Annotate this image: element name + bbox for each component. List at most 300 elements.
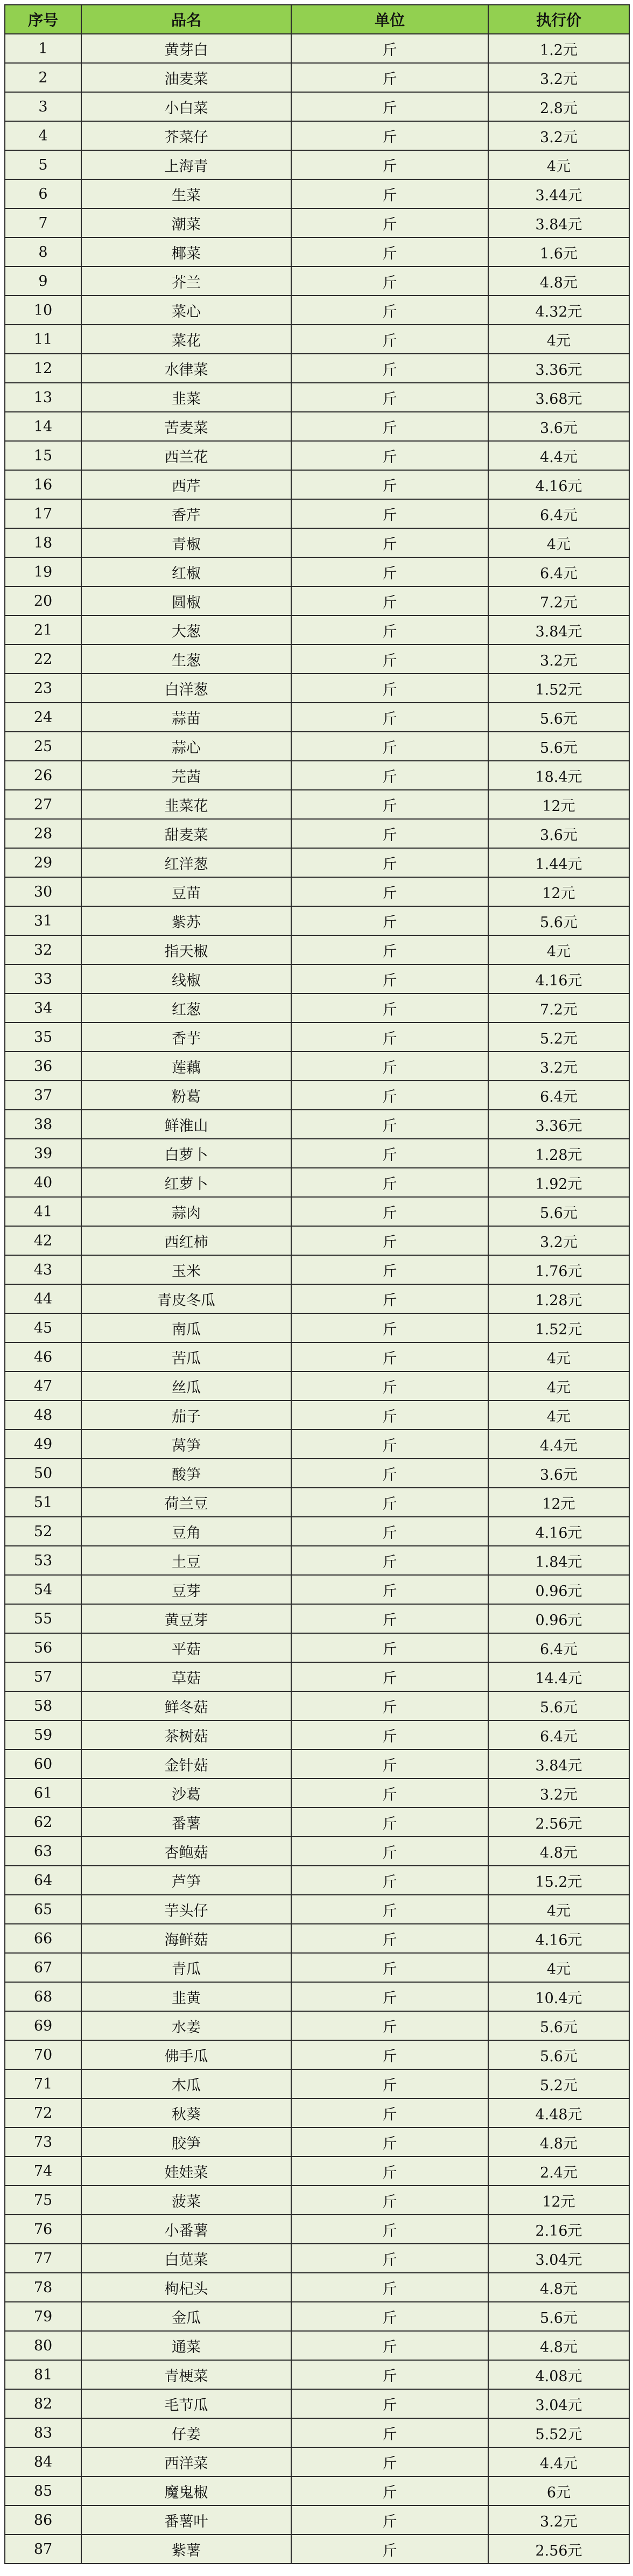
table-row <box>5 1110 629 1139</box>
cell-product-name: 青皮冬瓜 <box>81 1284 291 1313</box>
cell-unit: 斤 <box>291 1837 488 1866</box>
cell-unit: 斤 <box>291 470 488 499</box>
cell-index: 5 <box>5 150 81 179</box>
cell-product-name: 玉米 <box>81 1255 291 1284</box>
table-row <box>5 1255 629 1284</box>
cell-unit: 斤 <box>291 1808 488 1837</box>
cell-unit: 斤 <box>291 819 488 848</box>
cell-index: 61 <box>5 1779 81 1808</box>
cell-index: 86 <box>5 2505 81 2535</box>
cell-price: 0.96元 <box>488 1604 629 1633</box>
cell-index: 57 <box>5 1662 81 1691</box>
cell-index: 73 <box>5 2127 81 2157</box>
table-row <box>5 1604 629 1633</box>
cell-product-name: 油麦菜 <box>81 63 291 92</box>
cell-product-name: 枸杞头 <box>81 2273 291 2302</box>
cell-price: 3.6元 <box>488 819 629 848</box>
cell-unit: 斤 <box>291 267 488 296</box>
cell-index: 62 <box>5 1808 81 1837</box>
table-row <box>5 1575 629 1604</box>
table-row <box>5 2447 629 2476</box>
cell-unit: 斤 <box>291 1517 488 1546</box>
cell-index: 75 <box>5 2186 81 2215</box>
cell-product-name: 黄豆芽 <box>81 1604 291 1633</box>
cell-price: 4.32元 <box>488 296 629 325</box>
cell-unit: 斤 <box>291 412 488 441</box>
cell-product-name: 莲藕 <box>81 1052 291 1081</box>
cell-index: 32 <box>5 935 81 964</box>
cell-product-name: 甜麦菜 <box>81 819 291 848</box>
cell-product-name: 杏鲍菇 <box>81 1837 291 1866</box>
cell-index: 7 <box>5 208 81 237</box>
table-row <box>5 63 629 92</box>
table-row <box>5 1052 629 1081</box>
cell-unit: 斤 <box>291 1924 488 1953</box>
cell-unit: 斤 <box>291 2389 488 2418</box>
table-row <box>5 1371 629 1401</box>
cell-price: 4元 <box>488 528 629 557</box>
cell-product-name: 椰菜 <box>81 237 291 267</box>
cell-index: 83 <box>5 2418 81 2447</box>
cell-index: 34 <box>5 993 81 1023</box>
cell-index: 33 <box>5 964 81 993</box>
cell-product-name: 西红柿 <box>81 1226 291 1255</box>
cell-price: 4.16元 <box>488 964 629 993</box>
cell-unit: 斤 <box>291 1168 488 1197</box>
cell-index: 74 <box>5 2157 81 2186</box>
table-row <box>5 1488 629 1517</box>
cell-unit: 斤 <box>291 1401 488 1430</box>
cell-index: 69 <box>5 2011 81 2040</box>
cell-product-name: 仔姜 <box>81 2418 291 2447</box>
cell-unit: 斤 <box>291 761 488 790</box>
table-row <box>5 1546 629 1575</box>
cell-unit: 斤 <box>291 2302 488 2331</box>
table-row <box>5 296 629 325</box>
cell-index: 85 <box>5 2476 81 2505</box>
cell-product-name: 鲜冬菇 <box>81 1691 291 1720</box>
cell-product-name: 白苋菜 <box>81 2244 291 2273</box>
cell-unit: 斤 <box>291 2244 488 2273</box>
table-row <box>5 2302 629 2331</box>
cell-index: 25 <box>5 732 81 761</box>
cell-unit: 斤 <box>291 383 488 412</box>
table-row <box>5 1430 629 1459</box>
cell-index: 87 <box>5 2535 81 2564</box>
table-row <box>5 1866 629 1895</box>
cell-product-name: 蒜肉 <box>81 1197 291 1226</box>
cell-unit: 斤 <box>291 1284 488 1313</box>
cell-index: 20 <box>5 586 81 615</box>
cell-product-name: 小番薯 <box>81 2215 291 2244</box>
table-row <box>5 848 629 877</box>
cell-price: 6.4元 <box>488 1720 629 1749</box>
table-row <box>5 325 629 354</box>
cell-index: 13 <box>5 383 81 412</box>
table-row <box>5 2389 629 2418</box>
table-row <box>5 1837 629 1866</box>
cell-product-name: 青瓜 <box>81 1953 291 1982</box>
cell-unit: 斤 <box>291 732 488 761</box>
cell-unit: 斤 <box>291 2186 488 2215</box>
cell-unit: 斤 <box>291 2360 488 2389</box>
cell-product-name: 西芹 <box>81 470 291 499</box>
header-price: 执行价 <box>488 5 629 34</box>
cell-price: 1.44元 <box>488 848 629 877</box>
cell-product-name: 大葱 <box>81 615 291 645</box>
table-row <box>5 121 629 150</box>
cell-price: 7.2元 <box>488 993 629 1023</box>
table-row <box>5 1779 629 1808</box>
cell-index: 50 <box>5 1459 81 1488</box>
cell-index: 41 <box>5 1197 81 1226</box>
table-row <box>5 150 629 179</box>
table-row <box>5 2273 629 2302</box>
cell-unit: 斤 <box>291 2098 488 2127</box>
cell-product-name: 芫茜 <box>81 761 291 790</box>
table-row <box>5 790 629 819</box>
cell-index: 47 <box>5 1371 81 1401</box>
cell-product-name: 土豆 <box>81 1546 291 1575</box>
price-table <box>4 4 630 2564</box>
table-row <box>5 2331 629 2360</box>
table-row <box>5 1982 629 2011</box>
cell-price: 1.92元 <box>488 1168 629 1197</box>
cell-product-name: 白洋葱 <box>81 674 291 703</box>
cell-index: 8 <box>5 237 81 267</box>
cell-price: 4.4元 <box>488 2447 629 2476</box>
cell-product-name: 芥兰 <box>81 267 291 296</box>
cell-unit: 斤 <box>291 1459 488 1488</box>
cell-unit: 斤 <box>291 645 488 674</box>
cell-unit: 斤 <box>291 1052 488 1081</box>
cell-price: 18.4元 <box>488 761 629 790</box>
cell-unit: 斤 <box>291 557 488 586</box>
header-product-name: 品名 <box>81 5 291 34</box>
cell-price: 5.6元 <box>488 703 629 732</box>
cell-index: 81 <box>5 2360 81 2389</box>
cell-product-name: 丝瓜 <box>81 1371 291 1401</box>
cell-price: 3.84元 <box>488 1749 629 1779</box>
table-row <box>5 92 629 121</box>
table-row <box>5 935 629 964</box>
cell-price: 1.76元 <box>488 1255 629 1284</box>
cell-product-name: 菠菜 <box>81 2186 291 2215</box>
cell-unit: 斤 <box>291 1139 488 1168</box>
cell-index: 59 <box>5 1720 81 1749</box>
table-row <box>5 645 629 674</box>
cell-index: 6 <box>5 179 81 208</box>
table-row <box>5 34 629 63</box>
cell-unit: 斤 <box>291 2331 488 2360</box>
cell-product-name: 茶树菇 <box>81 1720 291 1749</box>
cell-index: 48 <box>5 1401 81 1430</box>
cell-price: 4.16元 <box>488 1517 629 1546</box>
cell-index: 1 <box>5 34 81 63</box>
cell-product-name: 粉葛 <box>81 1081 291 1110</box>
table-row <box>5 1459 629 1488</box>
table-row <box>5 2476 629 2505</box>
table-row <box>5 1197 629 1226</box>
cell-index: 49 <box>5 1430 81 1459</box>
cell-product-name: 青梗菜 <box>81 2360 291 2389</box>
cell-index: 39 <box>5 1139 81 1168</box>
cell-product-name: 南瓜 <box>81 1313 291 1342</box>
cell-unit: 斤 <box>291 2476 488 2505</box>
cell-product-name: 毛节瓜 <box>81 2389 291 2418</box>
cell-unit: 斤 <box>291 1226 488 1255</box>
cell-index: 27 <box>5 790 81 819</box>
cell-product-name: 红萝卜 <box>81 1168 291 1197</box>
cell-product-name: 黄芽白 <box>81 34 291 63</box>
cell-price: 4元 <box>488 325 629 354</box>
cell-price: 5.6元 <box>488 2040 629 2069</box>
table-row <box>5 732 629 761</box>
table-row <box>5 557 629 586</box>
cell-index: 80 <box>5 2331 81 2360</box>
cell-unit: 斤 <box>291 615 488 645</box>
cell-price: 4元 <box>488 1401 629 1430</box>
cell-product-name: 木瓜 <box>81 2069 291 2098</box>
cell-product-name: 番薯 <box>81 1808 291 1837</box>
cell-price: 3.6元 <box>488 1459 629 1488</box>
table-row <box>5 528 629 557</box>
cell-unit: 斤 <box>291 92 488 121</box>
cell-price: 1.28元 <box>488 1139 629 1168</box>
cell-index: 43 <box>5 1255 81 1284</box>
cell-price: 4.4元 <box>488 1430 629 1459</box>
cell-index: 15 <box>5 441 81 470</box>
cell-price: 5.52元 <box>488 2418 629 2447</box>
cell-index: 68 <box>5 1982 81 2011</box>
table-row <box>5 964 629 993</box>
table-row <box>5 412 629 441</box>
cell-product-name: 青椒 <box>81 528 291 557</box>
table-row <box>5 586 629 615</box>
cell-price: 4.16元 <box>488 470 629 499</box>
cell-price: 4元 <box>488 1342 629 1371</box>
cell-product-name: 香芋 <box>81 1023 291 1052</box>
cell-price: 3.2元 <box>488 1052 629 1081</box>
cell-price: 12元 <box>488 790 629 819</box>
cell-index: 67 <box>5 1953 81 1982</box>
cell-unit: 斤 <box>291 34 488 63</box>
cell-product-name: 苦瓜 <box>81 1342 291 1371</box>
cell-index: 46 <box>5 1342 81 1371</box>
cell-unit: 斤 <box>291 441 488 470</box>
cell-unit: 斤 <box>291 1023 488 1052</box>
cell-price: 4元 <box>488 150 629 179</box>
cell-price: 1.84元 <box>488 1546 629 1575</box>
table-row <box>5 2040 629 2069</box>
cell-product-name: 酸笋 <box>81 1459 291 1488</box>
cell-index: 4 <box>5 121 81 150</box>
cell-price: 4.8元 <box>488 2273 629 2302</box>
table-row <box>5 1953 629 1982</box>
cell-index: 14 <box>5 412 81 441</box>
cell-index: 77 <box>5 2244 81 2273</box>
table-row <box>5 703 629 732</box>
cell-index: 42 <box>5 1226 81 1255</box>
cell-index: 64 <box>5 1866 81 1895</box>
cell-unit: 斤 <box>291 208 488 237</box>
cell-price: 1.2元 <box>488 34 629 63</box>
cell-unit: 斤 <box>291 964 488 993</box>
cell-index: 2 <box>5 63 81 92</box>
cell-index: 28 <box>5 819 81 848</box>
cell-product-name: 沙葛 <box>81 1779 291 1808</box>
cell-price: 4.4元 <box>488 441 629 470</box>
cell-unit: 斤 <box>291 296 488 325</box>
cell-product-name: 平菇 <box>81 1633 291 1662</box>
cell-price: 3.2元 <box>488 2505 629 2535</box>
cell-price: 5.6元 <box>488 732 629 761</box>
cell-price: 3.84元 <box>488 208 629 237</box>
cell-unit: 斤 <box>291 1953 488 1982</box>
cell-product-name: 草菇 <box>81 1662 291 1691</box>
cell-product-name: 魔鬼椒 <box>81 2476 291 2505</box>
cell-unit: 斤 <box>291 150 488 179</box>
cell-index: 26 <box>5 761 81 790</box>
cell-index: 79 <box>5 2302 81 2331</box>
cell-product-name: 荷兰豆 <box>81 1488 291 1517</box>
cell-price: 12元 <box>488 2186 629 2215</box>
cell-unit: 斤 <box>291 2011 488 2040</box>
table-row <box>5 208 629 237</box>
table-row <box>5 1139 629 1168</box>
cell-price: 3.2元 <box>488 1226 629 1255</box>
cell-product-name: 生葱 <box>81 645 291 674</box>
cell-product-name: 紫薯 <box>81 2535 291 2564</box>
table-row <box>5 237 629 267</box>
cell-price: 4.8元 <box>488 2331 629 2360</box>
cell-index: 56 <box>5 1633 81 1662</box>
cell-index: 76 <box>5 2215 81 2244</box>
cell-unit: 斤 <box>291 1749 488 1779</box>
cell-price: 5.6元 <box>488 2011 629 2040</box>
cell-index: 58 <box>5 1691 81 1720</box>
table-row <box>5 470 629 499</box>
table-row <box>5 1342 629 1371</box>
table-row <box>5 1226 629 1255</box>
cell-product-name: 菜心 <box>81 296 291 325</box>
cell-price: 4元 <box>488 935 629 964</box>
cell-price: 6.4元 <box>488 557 629 586</box>
cell-product-name: 生菜 <box>81 179 291 208</box>
cell-unit: 斤 <box>291 2418 488 2447</box>
cell-price: 5.6元 <box>488 2302 629 2331</box>
cell-index: 22 <box>5 645 81 674</box>
cell-price: 4.16元 <box>488 1924 629 1953</box>
cell-product-name: 海鲜菇 <box>81 1924 291 1953</box>
cell-unit: 斤 <box>291 1197 488 1226</box>
cell-unit: 斤 <box>291 1488 488 1517</box>
cell-unit: 斤 <box>291 1255 488 1284</box>
table-row <box>5 441 629 470</box>
cell-unit: 斤 <box>291 1575 488 1604</box>
cell-product-name: 水姜 <box>81 2011 291 2040</box>
table-row <box>5 179 629 208</box>
cell-product-name: 豆芽 <box>81 1575 291 1604</box>
cell-index: 12 <box>5 354 81 383</box>
cell-product-name: 红葱 <box>81 993 291 1023</box>
cell-index: 51 <box>5 1488 81 1517</box>
cell-index: 70 <box>5 2040 81 2069</box>
table-row <box>5 761 629 790</box>
cell-unit: 斤 <box>291 1866 488 1895</box>
cell-price: 4元 <box>488 1953 629 1982</box>
cell-unit: 斤 <box>291 1110 488 1139</box>
cell-product-name: 红椒 <box>81 557 291 586</box>
cell-index: 37 <box>5 1081 81 1110</box>
cell-index: 24 <box>5 703 81 732</box>
cell-price: 3.04元 <box>488 2389 629 2418</box>
cell-index: 10 <box>5 296 81 325</box>
cell-unit: 斤 <box>291 499 488 528</box>
cell-price: 2.8元 <box>488 92 629 121</box>
cell-product-name: 韭菜花 <box>81 790 291 819</box>
cell-unit: 斤 <box>291 354 488 383</box>
cell-product-name: 韭菜 <box>81 383 291 412</box>
cell-product-name: 金瓜 <box>81 2302 291 2331</box>
table-row <box>5 383 629 412</box>
cell-product-name: 胶笋 <box>81 2127 291 2157</box>
table-row <box>5 1691 629 1720</box>
cell-product-name: 白萝卜 <box>81 1139 291 1168</box>
cell-unit: 斤 <box>291 2273 488 2302</box>
table-row <box>5 674 629 703</box>
cell-unit: 斤 <box>291 674 488 703</box>
cell-product-name: 韭黄 <box>81 1982 291 2011</box>
cell-product-name: 菜花 <box>81 325 291 354</box>
cell-price: 10.4元 <box>488 1982 629 2011</box>
cell-price: 1.6元 <box>488 237 629 267</box>
cell-product-name: 潮菜 <box>81 208 291 237</box>
cell-index: 84 <box>5 2447 81 2476</box>
cell-index: 31 <box>5 906 81 935</box>
cell-price: 0.96元 <box>488 1575 629 1604</box>
cell-price: 5.2元 <box>488 2069 629 2098</box>
cell-product-name: 豆苗 <box>81 877 291 906</box>
cell-index: 78 <box>5 2273 81 2302</box>
table-row <box>5 2069 629 2098</box>
cell-index: 18 <box>5 528 81 557</box>
cell-unit: 斤 <box>291 121 488 150</box>
table-row <box>5 2127 629 2157</box>
cell-index: 65 <box>5 1895 81 1924</box>
cell-unit: 斤 <box>291 1546 488 1575</box>
cell-unit: 斤 <box>291 2127 488 2157</box>
cell-price: 3.68元 <box>488 383 629 412</box>
table-row <box>5 2011 629 2040</box>
cell-unit: 斤 <box>291 2040 488 2069</box>
cell-unit: 斤 <box>291 1895 488 1924</box>
cell-index: 82 <box>5 2389 81 2418</box>
cell-price: 2.16元 <box>488 2215 629 2244</box>
cell-price: 1.28元 <box>488 1284 629 1313</box>
cell-price: 2.56元 <box>488 2535 629 2564</box>
cell-unit: 斤 <box>291 1342 488 1371</box>
cell-price: 5.6元 <box>488 906 629 935</box>
cell-product-name: 金针菇 <box>81 1749 291 1779</box>
cell-price: 3.44元 <box>488 179 629 208</box>
table-row <box>5 615 629 645</box>
cell-product-name: 茄子 <box>81 1401 291 1430</box>
cell-product-name: 西兰花 <box>81 441 291 470</box>
cell-product-name: 蒜心 <box>81 732 291 761</box>
cell-unit: 斤 <box>291 1371 488 1401</box>
cell-product-name: 芥菜仔 <box>81 121 291 150</box>
